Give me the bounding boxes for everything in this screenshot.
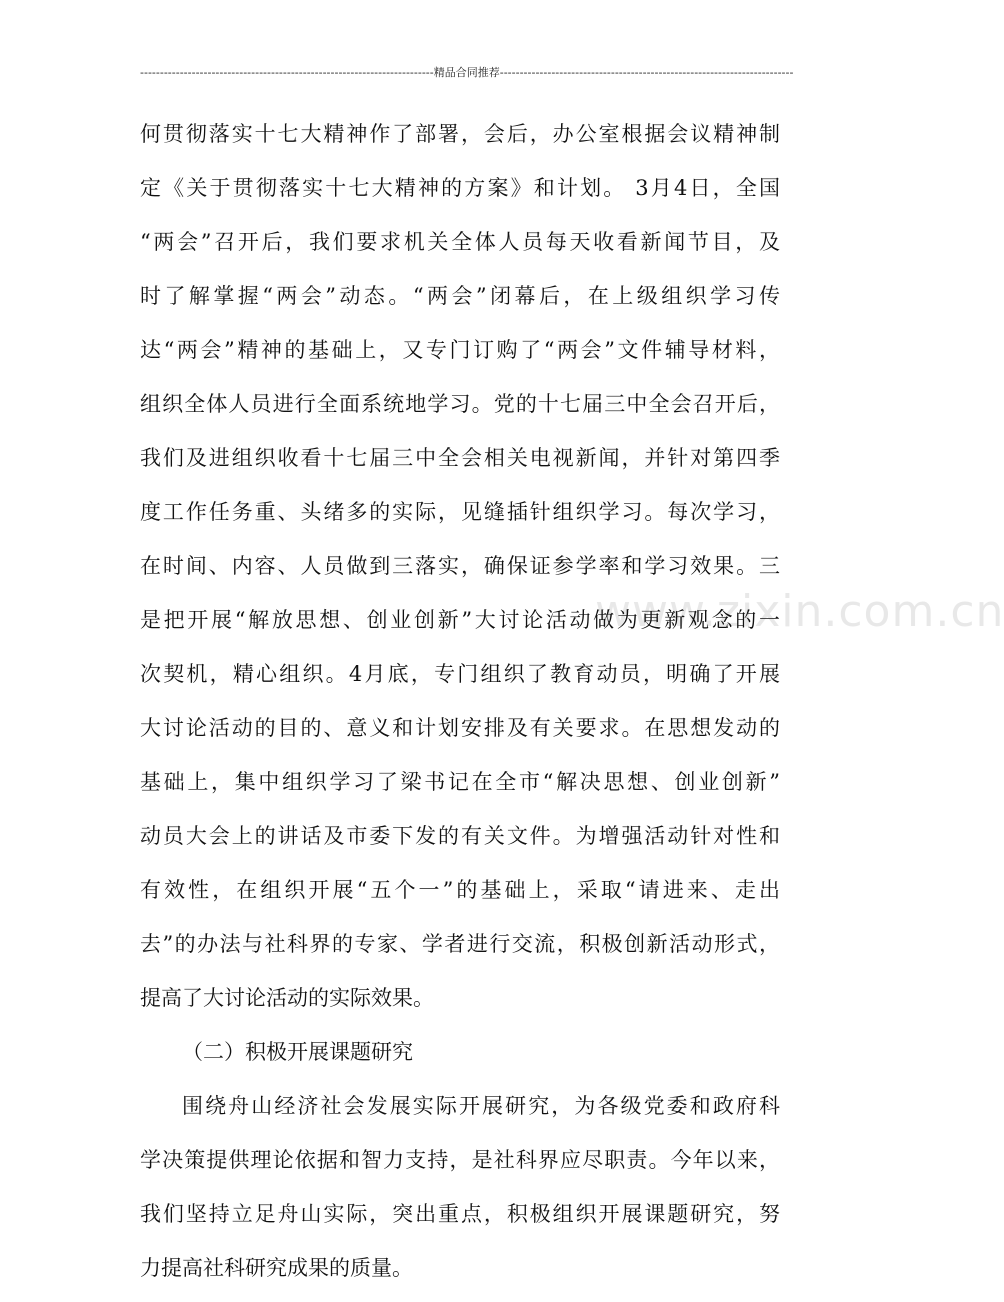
text-line: 提高了大讨论活动的实际效果。 [140,986,434,1010]
section-heading: （二）积极开展课题研究 [182,1040,413,1064]
text-line: 定《关于贯彻落实十七大精神的方案》和计划。 3月4日，全国 [140,176,780,200]
text-line: 力提高社科研究成果的质量。 [140,1256,413,1280]
text-line: 是把开展“解放思想、创业创新”大讨论活动做为更新观念的一 [140,608,780,632]
text-line: 组织全体人员进行全面系统地学习。党的十七届三中全会召开后， [140,392,780,416]
page-header: --------------------------------------------------------------------------精品合同推荐-------------------------------------------------------------------------- [140,66,794,79]
text-line: 在时间、内容、人员做到三落实，确保证参学率和学习效果。三 [140,554,780,578]
text-line: 何贯彻落实十七大精神作了部署，会后，办公室根据会议精神制 [140,122,780,146]
text-line: 次契机，精心组织。4月底，专门组织了教育动员，明确了开展 [140,662,780,686]
text-line: 去”的办法与社科界的专家、学者进行交流，积极创新活动形式， [140,932,780,956]
text-line: 达“两会”精神的基础上，又专门订购了“两会”文件辅导材料， [140,338,780,362]
watermark: www.zixin.com.cn [595,586,1004,637]
text-line: 大讨论活动的目的、意义和计划安排及有关要求。在思想发动的 [140,716,780,740]
text-line: 我们及进组织收看十七届三中全会相关电视新闻，并针对第四季 [140,446,780,470]
document-body [140,107,780,1295]
text-line: 我们坚持立足舟山实际，突出重点，积极组织开展课题研究，努 [140,1202,780,1226]
text-line: 动员大会上的讲话及市委下发的有关文件。为增强活动针对性和 [140,824,780,848]
text-line: “两会”召开后，我们要求机关全体人员每天收看新闻节目，及 [140,230,780,254]
text-line: 学决策提供理论依据和智力支持，是社科界应尽职责。今年以来， [140,1148,780,1172]
text-line: 度工作任务重、头绪多的实际，见缝插针组织学习。每次学习， [140,500,780,524]
text-line: 围绕舟山经济社会发展实际开展研究，为各级党委和政府科 [182,1094,780,1118]
text-line: 有效性，在组织开展“五个一”的基础上，采取“请进来、走出 [140,878,780,902]
text-line: 基础上，集中组织学习了梁书记在全市“解决思想、创业创新” [140,770,780,794]
text-line: 时了解掌握“两会”动态。“两会”闭幕后，在上级组织学习传 [140,284,780,308]
